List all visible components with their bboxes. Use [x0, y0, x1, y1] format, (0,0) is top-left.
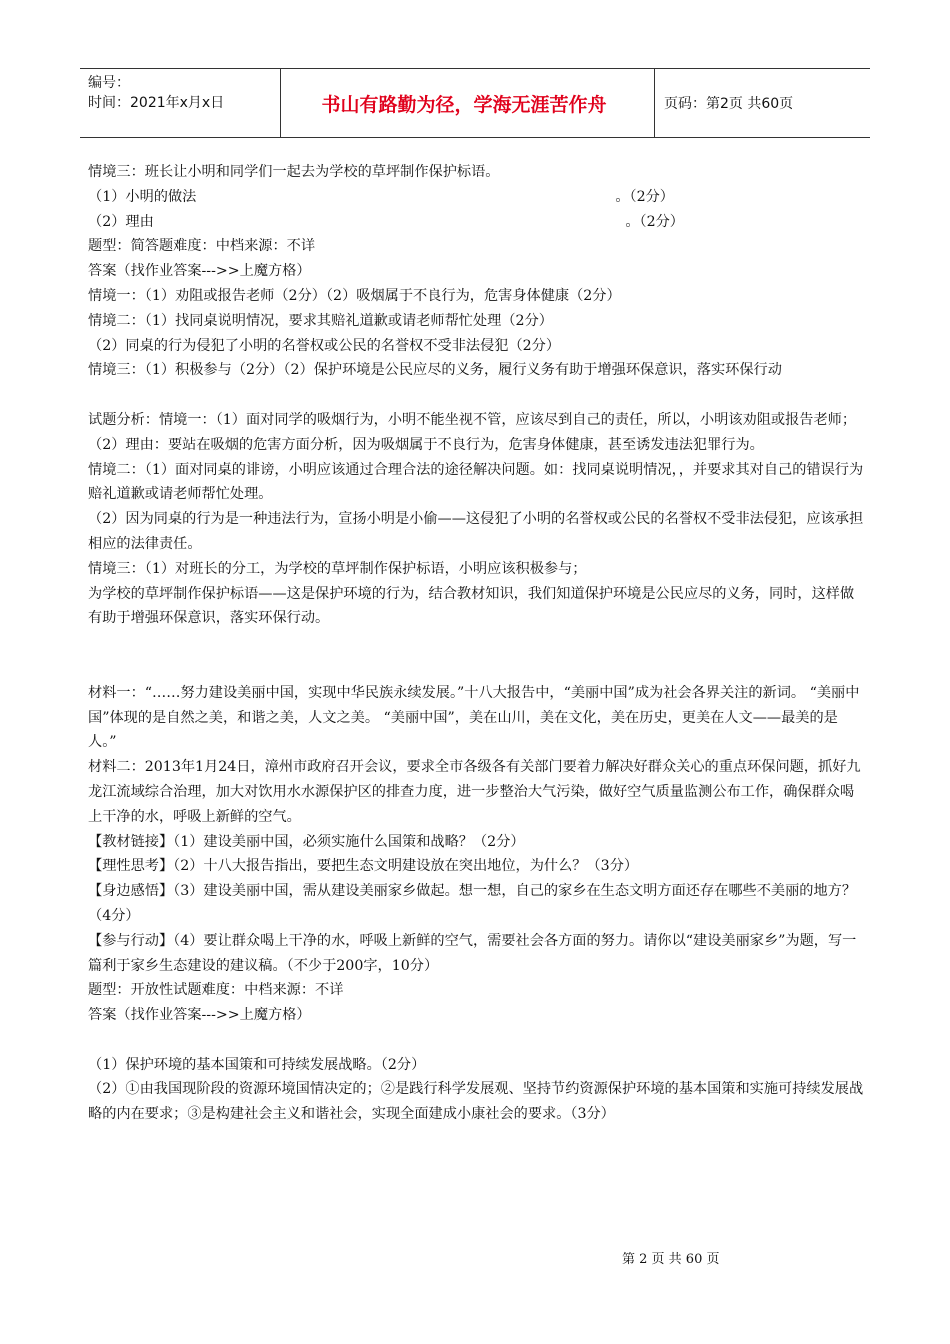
scenario-3-question: 情境三：班长让小明和同学们一起去为学校的草坪制作保护标语。: [88, 164, 500, 180]
analysis-scenario-3b: 为学校的草坪制作保护标语——这是保护环境的行为，结合教材知识，我们知道保护环境是公民应尽的义务，同时，这样做有助于增强环保意识，落实环保行动。: [88, 585, 855, 627]
analysis-scenario-1-reason: （2）理由：要站在吸烟的危害方面分析，因为吸烟属于不良行为，危害身体健康，甚至诱发违法犯罪行为。: [88, 436, 764, 453]
header-motto: 书山有路勤为径，学海无涯苦作舟: [321, 93, 607, 116]
answer-1: （1）保护环境的基本国策和可持续发展战略。（2分）: [88, 1056, 426, 1073]
question-1-label: （1）小明的做法: [88, 188, 197, 205]
date-label: 时间：2021年x月x日: [88, 95, 225, 111]
question-1-line: [88, 185, 864, 210]
header-page-info: 页码：第2页 共60页: [664, 96, 794, 112]
spacer: [88, 631, 864, 681]
question-meta-1: 题型：简答题难度：中档来源：不详: [88, 238, 316, 255]
header-meta: [88, 73, 224, 113]
analysis-scenario-2a: 情境二：（1）面对同桌的诽谤，小明应该通过合理合法的途径解决问题。如：找同桌说明情况，，并要求其对自己的错误行为赔礼道歉或请老师帮忙处理。: [88, 461, 864, 503]
material-1: 材料一：“……努力建设美丽中国，实现中华民族永续发展。”十八大报告中，“美丽中国”成为社会各界关注的新词。 “美丽中国”体现的是自然之美，和谐之美，人文之美。 “美丽中国”，美在山川，美在文化，美在历史，更美在人文——最美的是人。”: [88, 684, 860, 751]
question-meta-2: 题型：开放性试题难度：中档来源：不详: [88, 982, 344, 999]
header-divider-right: [654, 69, 655, 137]
question-rational-thinking: 【理性思考】（2）十八大报告指出，要把生态文明建设放在突出地位，为什么？（3分）: [88, 858, 639, 875]
document-body: [88, 160, 864, 1127]
page-footer: 第 2 页 共 60 页: [622, 1252, 720, 1267]
answer-link-1[interactable]: 答案（找作业答案--->>上魔方格）: [88, 263, 311, 280]
number-label: 编号：: [88, 75, 130, 91]
analysis-scenario-3a: 情境三：（1）对班长的分工，为学校的草坪制作保护标语，小明应该积极参与；: [88, 560, 587, 577]
answer-2: （2）①由我国现阶段的资源环境国情决定的；②是践行科学发展观、坚持节约资源保护环境的基本国策和实施可持续发展战略的内在要求；③是构建社会主义和谐社会，实现全面建成小康社会的要求。（3分）: [88, 1081, 864, 1123]
question-2-label: （2）理由: [88, 213, 154, 230]
spacer: [88, 1028, 864, 1053]
question-2-line: [88, 210, 864, 235]
question-2-score: 。（2分）: [625, 213, 684, 230]
answer-scenario-2b: （2）同桌的行为侵犯了小明的名誉权或公民的名誉权不受非法侵犯（2分）: [88, 337, 561, 354]
question-1-score: 。（2分）: [615, 188, 674, 205]
question-take-action: 【参与行动】（4）要让群众喝上干净的水，呼吸上新鲜的空气，需要社会各方面的努力。请你以“建设美丽家乡”为题，写一篇利于家乡生态建设的建议稿。（不少于200字，10分）: [88, 932, 857, 974]
analysis-scenario-2b: （2）因为同桌的行为是一种违法行为，宣扬小明是小偷——这侵犯了小明的名誉权或公民的名誉权不受非法侵犯，应该承担相应的法律责任。: [88, 511, 864, 552]
material-2: 材料二：2013年1月24日，漳州市政府召开会议，要求全市各级各有关部门要着力解决好群众关心的重点环保问题，抓好九龙江流域综合治理，加大对饮用水水源保护区的排查力度，进一步整治大气污染，做好空气质量监测公布工作，确保群众喝上干净的水，呼吸上新鲜的空气。: [88, 759, 861, 825]
spacer: [88, 383, 864, 408]
answer-link-2[interactable]: 答案（找作业答案--->>上魔方格）: [88, 1007, 311, 1024]
analysis-scenario-1: 试题分析：情境一：（1）面对同学的吸烟行为，小明不能坐视不管，应该尽到自己的责任，所以，小明该劝阻或报告老师；: [88, 411, 857, 428]
answer-scenario-2a: 情境二：（1）找同桌说明情况，要求其赔礼道歉或请老师帮忙处理（2分）: [88, 312, 553, 329]
question-personal-reflection: 【身边感悟】（3）建设美丽中国，需从建设美丽家乡做起。想一想，自己的家乡在生态文明方面还存在哪些不美丽的地方？（4分）: [88, 883, 857, 924]
question-textbook-link: 【教材链接】（1）建设美丽中国，必须实施什么国策和战略？（2分）: [88, 833, 525, 850]
answer-scenario-1: 情境一：（1）劝阻或报告老师（2分）（2）吸烟属于不良行为，危害身体健康（2分）: [88, 287, 621, 304]
answer-scenario-3: 情境三：（1）积极参与（2分）（2）保护环境是公民应尽的义务，履行义务有助于增强环保意识，落实环保行动: [88, 362, 782, 379]
page-header: [80, 68, 870, 138]
